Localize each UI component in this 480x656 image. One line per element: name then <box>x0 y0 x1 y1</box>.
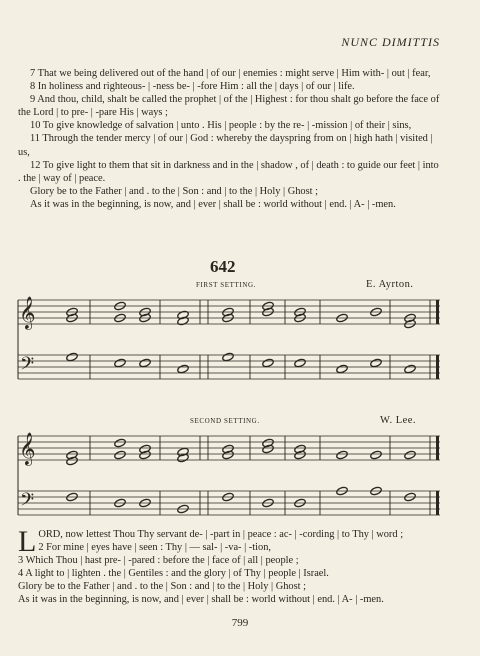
chant-note <box>336 450 349 460</box>
verse-7: 7 That we being delivered out of the hand | of our | enemies : might serve | Him with- | out | fear, <box>30 68 431 79</box>
second-treble-clef-icon: 𝄞 <box>19 432 36 465</box>
chant-note <box>139 358 152 368</box>
lower-gloria-2: As it was in the beginning, is now, and | ever | shall be : world without | end. | A- | -men. <box>18 594 384 606</box>
chant-note <box>114 438 127 448</box>
first-treble-final-bar <box>436 300 439 324</box>
verse-12: 12 To give light to them that sit in darkness and in the | shadow , of | death : to guide our feet | into . the | way of | peace. <box>18 159 439 184</box>
lower-gloria-1: Glory be to the Father | and . to the | Son : and | to the | Holy | Ghost ; <box>18 581 307 593</box>
verse-11: 11 Through the tender mercy | of our | God : whereby the dayspring from on | high hath | visited | us, <box>18 133 433 158</box>
chant-note <box>336 364 349 374</box>
chant-note <box>66 352 79 362</box>
lower-verse-4: 4 A light to | lighten . the | Gentiles : and the glory | of Thy | people | Israel. <box>18 568 329 580</box>
verse-9: 9 And thou, child, shalt be called the prophet | of the | Highest : for thou shalt go before the face of the Lord | to pre- | -pare His | ways ; <box>18 94 440 119</box>
second-setting-label: SECOND SETTING. <box>190 417 260 425</box>
chant-note <box>370 450 383 460</box>
second-setting-composer: W. Lee. <box>380 415 417 426</box>
chant-note <box>262 358 275 368</box>
first-bass-clef-icon: 𝄢 <box>20 354 35 379</box>
gloria-line-2: As it was in the beginning, is now, and | ever | shall be : world without | end. | A- | -men. <box>30 198 396 210</box>
first-bass-final-bar <box>436 355 439 379</box>
hymn-number: 642 <box>210 257 236 276</box>
second-treble-final-bar <box>436 436 439 460</box>
chant-note <box>294 358 307 368</box>
page-number: 799 <box>231 617 249 629</box>
verse-10: 10 To give knowledge of salvation | unto . His | people : by the re- | -mission | of their | sins, <box>30 120 412 132</box>
lower-chant-text <box>18 525 448 607</box>
chant-note <box>114 450 127 460</box>
first-setting-composer: E. Ayrton. <box>366 279 414 290</box>
second-bass-final-bar <box>436 491 439 515</box>
first-treble-clef-icon: 𝄞 <box>19 296 36 329</box>
chant-note <box>222 352 235 362</box>
chant-note <box>370 358 383 368</box>
first-setting-label: FIRST SETTING. <box>196 281 256 289</box>
score-staves <box>18 296 440 515</box>
verse-8: 8 In holiness and righteous- | -ness be- | -fore Him : all the | days | of our | life. <box>30 81 355 93</box>
page-header-title: NUNC DIMITTIS <box>341 35 440 49</box>
chant-note <box>114 358 127 368</box>
lower-verse-1: ORD, now lettest Thou Thy servant de- | -part in | peace : ac- | -cording | to Thy | word ; <box>38 529 404 540</box>
gloria-line-1: Glory be to the Father | and . to the | Son : and | to the | Holy | Ghost ; <box>30 185 319 197</box>
chant-note <box>177 364 190 374</box>
second-bass-clef-icon: 𝄢 <box>20 490 35 515</box>
chant-note <box>404 450 417 460</box>
lower-verse-2: 2 For mine | eyes have | seen : Thy | — sal- | -va- | -tion, <box>38 542 272 554</box>
lower-verse-3: 3 Which Thou | hast pre- | -pared : before the | face of | all | people ; <box>18 555 299 567</box>
chant-note <box>404 364 417 374</box>
drop-cap: L <box>18 525 37 558</box>
